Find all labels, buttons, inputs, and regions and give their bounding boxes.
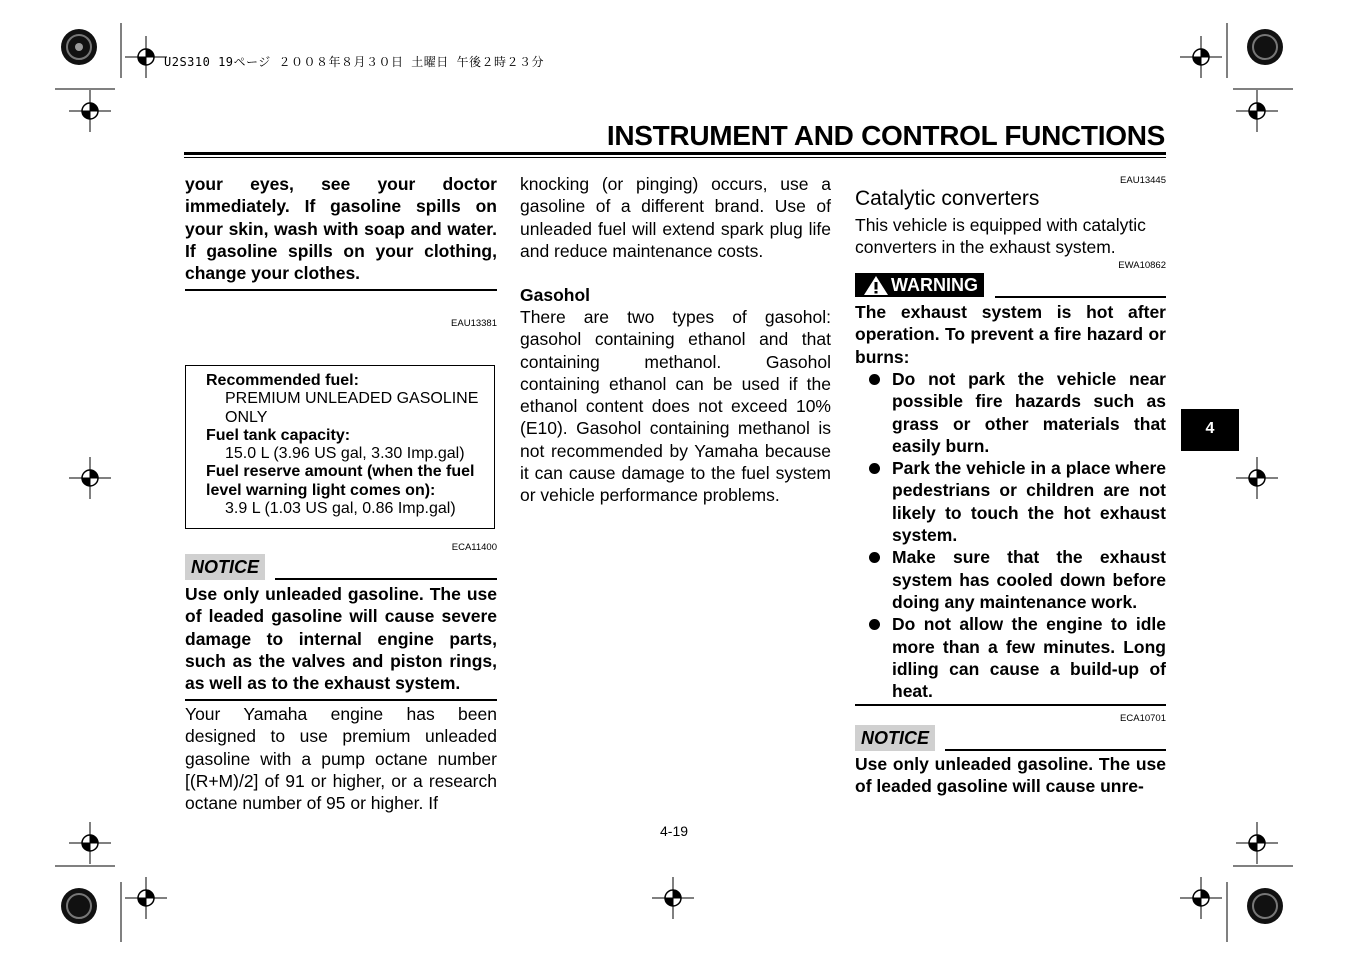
knocking-text: knocking (or pinging) occurs, use a gasoline of a different brand. Use of unleaded fuel will extend spark plug life and reduce maintenance costs. (520, 174, 831, 261)
fuel-reserve-value: 3.9 L (1.03 US gal, 0.86 Imp.gal) (225, 500, 456, 518)
title-rule-thin (184, 157, 1166, 158)
crosshair-right-upper (1236, 90, 1278, 132)
notice-badge-col3: NOTICE (855, 725, 935, 751)
notice-code: ECA11400 (451, 542, 497, 553)
bullet-icon (869, 552, 880, 563)
bullet-icon (869, 374, 880, 385)
notice-code-col3: ECA10701 (1120, 713, 1166, 724)
catalytic-section-code: EAU13445 (1120, 175, 1166, 186)
fuel-spec-box (185, 365, 495, 529)
notice-header-rule (275, 578, 497, 580)
crosshair-bottom-left (125, 877, 167, 919)
title-rule (184, 152, 1166, 155)
fuel-body-text: Your Yamaha engine has been designed to use premium unleaded gasoline with a pump octane number [(R+M)/2] of 91 or higher, or a research octane number of 95 or higher. If (185, 704, 497, 814)
notice-text-col3: Use only unleaded gasoline. The use of leaded gasoline will cause unre- (855, 754, 1166, 797)
crosshair-top-left (125, 36, 167, 78)
fuel-tank-capacity-label: Fuel tank capacity: (206, 426, 351, 444)
crosshair-bottom-center (652, 877, 694, 919)
fuel-reserve-label: Fuel reserve amount (when the fuel level warning light comes on): (206, 463, 475, 499)
bullet-icon (869, 463, 880, 474)
warning-triangle-icon (863, 275, 889, 296)
crosshair-left-middle (69, 457, 111, 499)
crosshair-right-lower (1236, 822, 1278, 864)
bullet-icon (869, 619, 880, 630)
warning-continuation: your eyes, see your doctor immediately. If gasoline spills on your skin, wash with soap and water. If gasoline spills on your clothing, change your clothes. (185, 174, 497, 284)
notice-badge: NOTICE (185, 554, 265, 580)
list-item: Park the vehicle in a place where pedestrians or children are not likely to touch the hot exhaust system. (855, 457, 1166, 546)
warning-badge (855, 273, 984, 297)
notice-header-rule-col3 (945, 749, 1166, 751)
page-title: INSTRUMENT AND CONTROL FUNCTIONS (606, 120, 1165, 151)
list-item: Do not park the vehicle near possible fire hazards such as grass or other materials that easily burn. (855, 368, 1166, 457)
section-code: EAU13381 (451, 318, 497, 329)
warning-label: WARNING (891, 275, 978, 295)
catalytic-heading: Catalytic converters (855, 187, 1040, 210)
gasohol-heading: Gasohol (520, 285, 591, 305)
crosshair-left-upper (69, 90, 111, 132)
recommended-fuel-label: Recommended fuel: (206, 372, 359, 389)
warning-end-rule (185, 289, 497, 291)
notice-end-rule (185, 699, 497, 701)
crosshair-bottom-right (1180, 877, 1222, 919)
warning-code: EWA10862 (1118, 260, 1166, 271)
warning-list (855, 368, 1166, 702)
crosshair-top-right (1180, 36, 1222, 78)
print-header: U2S310 19ページ ２００８年８月３０日 土曜日 午後２時２３分 (164, 55, 544, 69)
gasohol-text: There are two types of gasohol: gasohol containing ethanol and that containing methanol. Gasohol containing ethanol can be used if the ethanol content does not exceed 10% (E10). Gasohol containing methanol is not recommended by Yamaha because it can cause damage to the fuel system or vehicle performance problems. (520, 307, 831, 506)
crosshair-right-middle (1236, 457, 1278, 499)
list-item: Make sure that the exhaust system has cooled down before doing any maintenance work. (855, 546, 1166, 613)
warning-header-rule (995, 296, 1166, 298)
registration-mark-bottom-right (1223, 862, 1293, 942)
warning-intro: The exhaust system is hot after operation. To prevent a fire hazard or burns: (855, 302, 1166, 367)
notice-text: Use only unleaded gasoline. The use of leaded gasoline will cause severe damage to internal engine parts, such as the valves and piston rings, as well as to the exhaust system. (185, 584, 497, 694)
page-number: 4-19 (660, 823, 689, 839)
list-item: Do not allow the engine to idle more than a few minutes. Long idling can cause a build-up of heat. (855, 613, 1166, 702)
catalytic-intro: This vehicle is equipped with catalytic converters in the exhaust system. (855, 215, 1146, 258)
recommended-fuel-value: PREMIUM UNLEADED GASOLINE ONLY (225, 390, 479, 426)
fuel-tank-capacity-value: 15.0 L (3.96 US gal, 3.30 Imp.gal) (225, 445, 465, 463)
chapter-tab: 4 (1181, 409, 1239, 451)
warning-end-rule-col3 (855, 704, 1166, 706)
registration-mark-bottom-left (55, 862, 125, 942)
crosshair-left-lower (69, 822, 111, 864)
